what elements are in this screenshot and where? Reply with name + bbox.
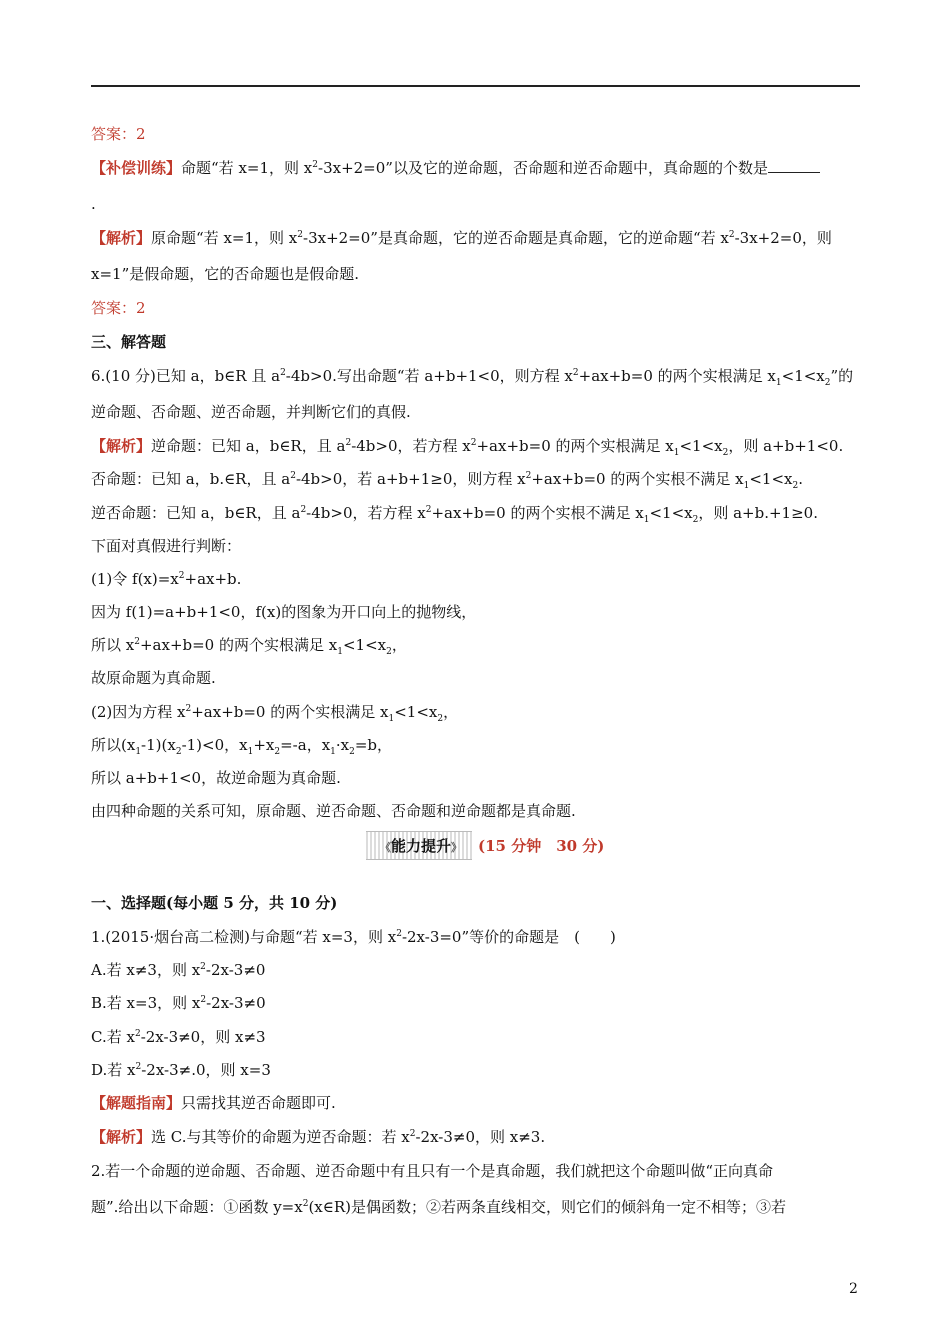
text: -2x-3≠0，则 x≠3. [415, 1128, 546, 1146]
sub: 2 [437, 714, 444, 724]
text: ，则 a+b+1<0. [728, 437, 844, 455]
text: . [798, 470, 803, 488]
sup: 2 [425, 505, 432, 515]
header-rule [91, 85, 860, 87]
text: ，则 a+b.+1≥0. [698, 504, 818, 522]
answer-line-2: 答案：2 [91, 299, 146, 317]
text: (2)因为方程 x [91, 703, 186, 721]
text: +ax+b=0 的两个实根不满足 x [531, 470, 744, 488]
sup: 2 [300, 505, 307, 515]
text: -3x+2=0，则 [734, 229, 832, 247]
analysis2-r8: 故原命题为真命题. [91, 669, 216, 687]
text: 否命题：已知 a，b.∈R，且 a [91, 470, 291, 488]
banner-left-quote: 《 [380, 840, 391, 854]
analysis-tag: 【解析】 [91, 1128, 152, 1146]
sub: 2 [792, 481, 799, 491]
text: +ax+b=0 的两个实根满足 x [578, 367, 776, 385]
text: ”的 [830, 367, 854, 385]
analysis-line-2: x=1”是假命题，它的否命题也是假命题. [91, 265, 360, 283]
text: =b， [354, 736, 393, 754]
text: -2x-3≠.0，则 x=3 [141, 1061, 271, 1079]
analysis2-r6: 因为 f(1)=a+b+1<0，f(x)的图象为开口向上的抛物线， [91, 603, 477, 621]
sub: 1 [388, 714, 395, 724]
text: -2x-3=0”等价的命题是 ( ) [401, 928, 616, 946]
sup: 2 [297, 230, 303, 240]
text: =-a，x [280, 736, 331, 754]
text: 6.(10 分)已知 a，b∈R 且 a [91, 367, 281, 385]
sub: 2 [722, 448, 729, 458]
comp-text: 命题“若 x=1，则 x [181, 159, 313, 177]
text: 逆否命题：已知 a，b∈R，且 a [91, 504, 301, 522]
text: +ax+b=0 的两个实根不满足 x [431, 504, 644, 522]
sup: 2 [396, 929, 402, 939]
sup: 2 [135, 1062, 142, 1072]
sub: 2 [692, 515, 699, 525]
analysis2-r1 [91, 436, 866, 456]
text: +ax+b=0 的两个实根满足 x [191, 703, 389, 721]
sub: 1 [643, 515, 650, 525]
sup: 2 [728, 230, 735, 240]
question-6-line-1 [91, 366, 866, 386]
section-heading-3: 三、解答题 [91, 333, 167, 351]
text: <1<x [342, 636, 387, 654]
sup: 2 [134, 1029, 141, 1039]
banner-title-box [366, 831, 472, 860]
text: -2x-3≠0 [205, 961, 266, 979]
text: 选 C.与其等价的命题为逆否命题：若 x [151, 1128, 410, 1146]
question-2-line-2 [91, 1197, 866, 1217]
comp-after: . [91, 195, 96, 213]
text: 所以(x [91, 736, 136, 754]
sup: 2 [178, 571, 185, 581]
text: -4b>0.写出命题“若 a+b+1<0，则方程 x [285, 367, 573, 385]
sup: 2 [470, 438, 477, 448]
sub: 1 [247, 747, 254, 757]
sub: 1 [775, 378, 782, 388]
option-c [91, 1027, 866, 1047]
sub: 2 [349, 747, 355, 757]
text: -2x-3≠0，则 x≠3 [140, 1028, 266, 1046]
analysis2-r12: 由四种命题的关系可知，原命题、逆否命题、否命题和逆命题都是真命题. [91, 802, 576, 820]
text: D.若 x [91, 1061, 136, 1079]
sub: 1 [337, 647, 343, 657]
sup: 2 [200, 995, 207, 1005]
sub: 1 [135, 747, 142, 757]
sup: 2 [200, 962, 206, 972]
analysis2-r11: 所以 a+b+1<0，故逆命题为真命题. [91, 769, 341, 787]
text: +ax+b. [184, 570, 242, 588]
sup: 2 [134, 637, 140, 647]
sup: 2 [290, 471, 296, 481]
text: ， [391, 636, 407, 654]
analysis-tag: 【解析】 [91, 229, 152, 247]
text: 1.(2015·烟台高二检测)与命题“若 x=3，则 x [91, 928, 397, 946]
sub: 2 [386, 647, 392, 657]
text: +x [253, 736, 275, 754]
section-heading-1: 一、选择题(每小题 5 分，共 10 分) [91, 894, 338, 912]
ability-banner [366, 832, 604, 858]
text: +ax+b=0 的两个实根满足 x [476, 437, 674, 455]
banner-right-quote: 》 [451, 840, 463, 854]
question-6-line-2: 逆命题、否命题、逆否命题，并判断它们的真假. [91, 403, 411, 421]
text: -4b>0，若方程 x [351, 437, 471, 455]
sup: 2 [302, 1199, 309, 1209]
sub: 1 [743, 481, 750, 491]
text: A.若 x≠3，则 x [91, 961, 201, 979]
page-number: 2 [849, 1281, 858, 1297]
guide-line [91, 1093, 866, 1113]
question-2-line-1: 2.若一个命题的逆命题、否命题、逆否命题中有且只有一个是真命题，我们就把这个命题叫做“正向真命 [91, 1162, 773, 1180]
comp-tag: 【补偿训练】 [91, 159, 182, 177]
text: <1<x [649, 504, 693, 522]
analysis-tag: 【解析】 [91, 437, 152, 455]
text: 题”.给出以下命题：①函数 y=x [91, 1198, 303, 1216]
compensation-training [91, 158, 866, 178]
text: 原命题“若 x=1，则 x [151, 229, 298, 247]
sup: 2 [409, 1129, 416, 1139]
sup: 2 [280, 368, 286, 378]
banner-title: 能力提升 [391, 836, 452, 855]
text: ·x [335, 736, 350, 754]
text: 所以 x [91, 636, 135, 654]
sup: 2 [525, 471, 532, 481]
analysis2-r7 [91, 635, 866, 655]
text: <1<x [679, 437, 723, 455]
text: <1<x [781, 367, 825, 385]
analysis2-r4: 下面对真假进行判断： [91, 537, 242, 555]
text: 只需找其逆否命题即可. [181, 1094, 336, 1112]
text: +ax+b=0 的两个实根满足 x [139, 636, 338, 654]
question-1-stem [91, 927, 866, 947]
analysis2-r5 [91, 569, 866, 589]
sub: 2 [175, 747, 182, 757]
guide-tag: 【解题指南】 [91, 1094, 182, 1112]
sup: 2 [185, 704, 192, 714]
text: -3x+2=0”是真命题，它的逆否命题是真命题，它的逆命题“若 x [303, 229, 729, 247]
analysis2-r3 [91, 503, 866, 523]
answer-line: 答案：2 [91, 125, 146, 143]
option-d [91, 1060, 866, 1080]
sup: 2 [345, 438, 352, 448]
sub: 1 [673, 448, 680, 458]
text: C.若 x [91, 1028, 135, 1046]
text: -2x-3≠0 [206, 994, 266, 1012]
text: -1)<0，x [181, 736, 248, 754]
text: <1<x [749, 470, 793, 488]
analysis2-r9 [91, 702, 866, 722]
text: -1)(x [141, 736, 176, 754]
sup: 2 [312, 160, 318, 170]
text: -4b>0，若方程 x [306, 504, 426, 522]
sub: 2 [824, 378, 831, 388]
text: <1<x [394, 703, 438, 721]
analysis2-r2 [91, 469, 866, 489]
text: (1)令 f(x)=x [91, 570, 179, 588]
analysis2-r10 [91, 735, 866, 755]
q1-analysis-line [91, 1127, 866, 1147]
text: B.若 x=3，则 x [91, 994, 201, 1012]
sub: 2 [274, 747, 281, 757]
text: (x∈R)是偶函数；②若两条直线相交，则它们的倾斜角一定不相等；③若 [308, 1198, 787, 1216]
option-a [91, 960, 866, 980]
text: 逆命题：已知 a，b∈R，且 a [151, 437, 346, 455]
comp-tail: -3x+2=0”以及它的逆命题，否命题和逆否命题中，真命题的个数是 [318, 159, 768, 177]
text: ， [443, 703, 459, 721]
banner-time: (15 分钟 30 分) [478, 836, 605, 855]
text: -4b>0，若 a+b+1≥0，则方程 x [295, 470, 526, 488]
answer-blank [768, 158, 820, 173]
analysis-line-1 [91, 228, 866, 248]
sub: 1 [330, 747, 336, 757]
sup: 2 [572, 368, 579, 378]
option-b [91, 993, 866, 1013]
